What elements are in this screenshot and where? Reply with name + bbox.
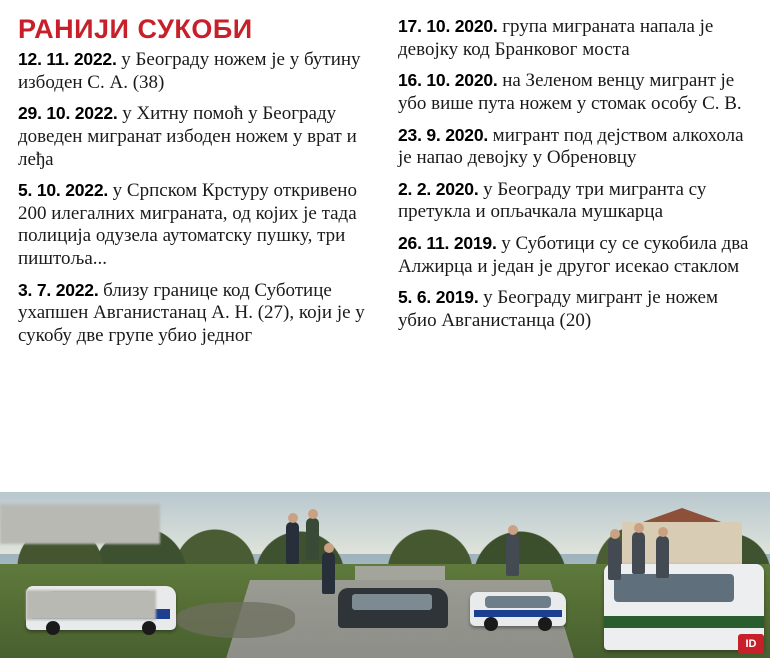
publisher-logo: ID bbox=[738, 634, 764, 654]
person-head bbox=[288, 513, 298, 523]
list-item bbox=[18, 49, 378, 94]
dark-car bbox=[338, 588, 448, 628]
entry-text: мигрант под дејством алкохола је напао девојку у Обреновцу bbox=[398, 124, 744, 169]
list-item bbox=[398, 287, 758, 332]
person-head bbox=[610, 529, 620, 539]
list-item bbox=[398, 233, 758, 278]
entry-date: 2. 2. 2020. bbox=[398, 178, 479, 199]
column-right bbox=[396, 14, 758, 492]
entry-date: 12. 11. 2022. bbox=[18, 49, 117, 69]
entry-text: близу границе код Суботице ухапшен Авганистанац А. Н. (27), који је у сукобу две групе убио једног bbox=[18, 279, 365, 347]
entry-date: 3. 7. 2022. bbox=[18, 279, 99, 300]
entry-date: 17. 10. 2020. bbox=[398, 16, 498, 36]
car-stripe bbox=[474, 610, 562, 617]
wet-patch bbox=[175, 602, 295, 638]
entry-date: 29. 10. 2022. bbox=[18, 103, 118, 124]
entry-date: 16. 10. 2020. bbox=[398, 70, 498, 91]
car-wheel bbox=[538, 617, 552, 631]
list-item bbox=[398, 125, 758, 170]
entry-text: у Хитну помоћ у Београду доведен мигранат избоден ножем у врат и леђа bbox=[18, 103, 357, 170]
blurred-region bbox=[0, 504, 160, 544]
entry-date: 26. 11. 2019. bbox=[398, 233, 497, 254]
entry-date: 5. 10. 2022. bbox=[18, 180, 109, 201]
entry-date: 5. 6. 2019. bbox=[398, 287, 479, 308]
car-window bbox=[485, 596, 550, 608]
list-item bbox=[18, 103, 378, 171]
car-window bbox=[352, 594, 432, 610]
column-left bbox=[16, 14, 378, 492]
blurred-plate bbox=[26, 590, 156, 620]
page-title: РАНИЈИ СУКОБИ bbox=[18, 14, 253, 44]
person-figure bbox=[608, 538, 621, 580]
person-figure bbox=[656, 536, 669, 578]
entry-text: у Српском Крстуру откривено 200 илегалних миграната, од којих је тада полиција одузела аутоматску пушку, три пиштоља... bbox=[18, 180, 357, 270]
car-wheel bbox=[484, 617, 498, 631]
car-wheel bbox=[142, 621, 156, 635]
person-figure bbox=[286, 522, 299, 564]
list-item bbox=[18, 280, 378, 348]
entry-text: група миграната напала је девојку код Бранковог моста bbox=[398, 16, 714, 60]
person-head bbox=[508, 525, 518, 535]
person-figure bbox=[506, 534, 519, 576]
van-window bbox=[614, 574, 734, 602]
person-head bbox=[308, 509, 318, 519]
entry-text: у Београду три мигранта су претукла и опљачкала мушкарца bbox=[398, 178, 707, 223]
list-item bbox=[398, 179, 758, 224]
person-head bbox=[658, 527, 668, 537]
list-item bbox=[398, 70, 758, 115]
van-stripe bbox=[604, 616, 764, 628]
person-head bbox=[634, 523, 644, 533]
entry-text: у Београду мигрант је ножем убио Авганистанца (20) bbox=[398, 287, 719, 332]
person-figure bbox=[306, 518, 319, 560]
photo-strip bbox=[0, 492, 770, 658]
list-item bbox=[18, 180, 378, 271]
entry-text: у Суботици су се сукобила два Алжирца и један је другог исекао стаклом bbox=[398, 233, 749, 277]
list-item bbox=[398, 16, 758, 61]
person-head bbox=[324, 543, 334, 553]
entry-text: на Зеленом венцу мигрант је убо више пута ножем у стомак особу С. В. bbox=[398, 70, 742, 114]
police-car-mid bbox=[470, 592, 566, 626]
entry-text: у Београду ножем је у бутину избоден С. А. (38) bbox=[18, 49, 361, 93]
person-figure bbox=[322, 552, 335, 594]
car-wheel bbox=[46, 621, 60, 635]
entry-date: 23. 9. 2020. bbox=[398, 124, 489, 145]
person-figure bbox=[632, 532, 645, 574]
